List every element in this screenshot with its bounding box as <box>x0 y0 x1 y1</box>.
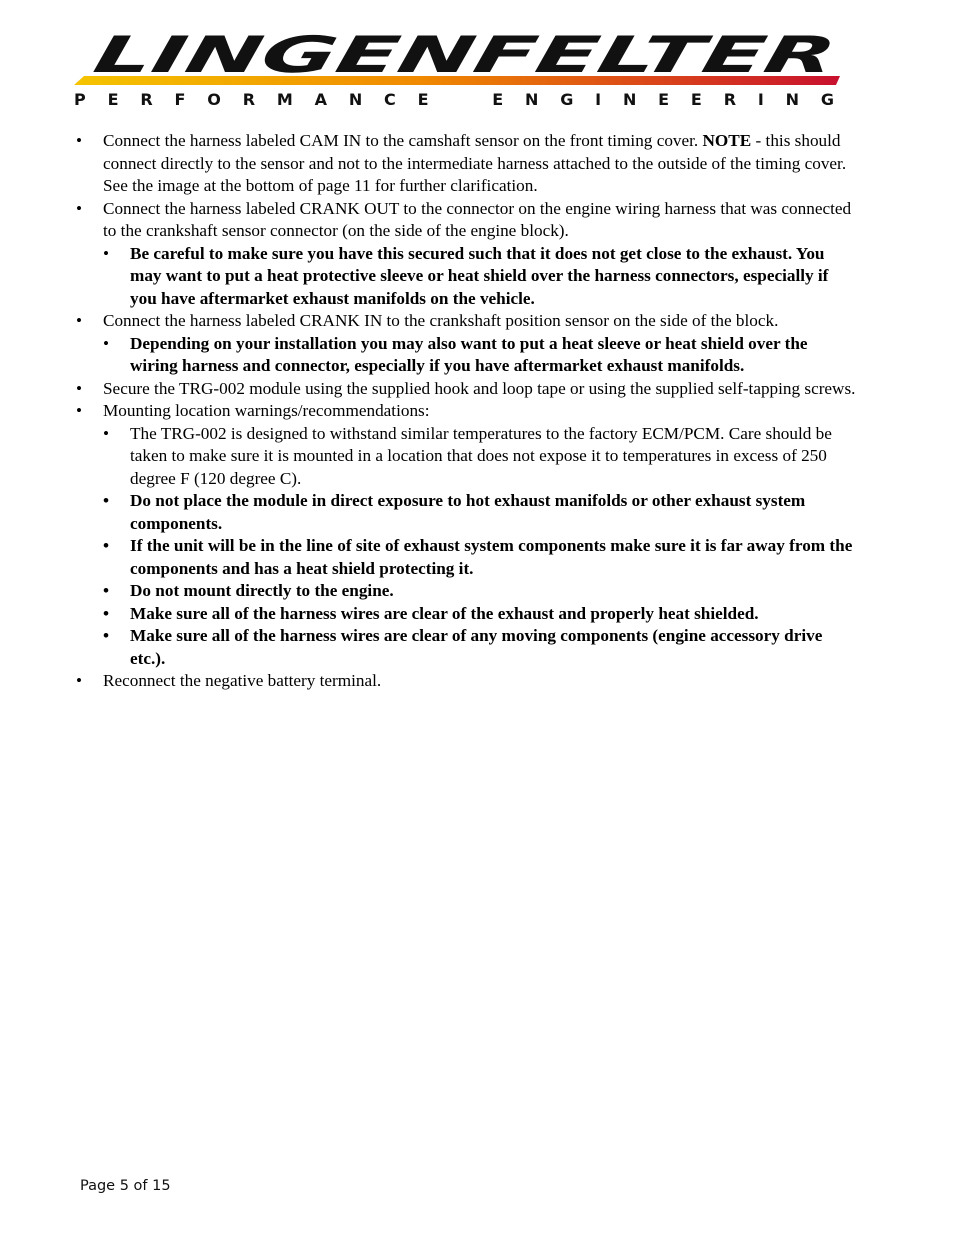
company-logo <box>72 22 862 114</box>
tagline-letter: E <box>107 90 119 109</box>
tagline-letter: R <box>723 90 737 109</box>
tagline-gap <box>450 90 470 110</box>
tagline-letter: M <box>276 90 293 109</box>
tagline-letter: I <box>595 90 602 109</box>
bullet: • <box>103 626 110 645</box>
list-item <box>76 378 856 401</box>
bullet: • <box>76 378 83 398</box>
warning-text: Depending on your installation you may also want to put a heat sleeve or heat shield over the wiring harness and connector, especially if you have aftermarket exhaust manifolds. <box>130 333 808 375</box>
bullet: • <box>103 243 110 263</box>
sub-list-item <box>76 423 856 491</box>
list-item <box>76 670 856 693</box>
warning-text: Make sure all of the harness wires are clear of the exhaust and properly heat shielded. <box>130 603 759 623</box>
list-item-text: Connect the harness labeled CRANK OUT to the connector on the engine wiring harness that was connected to the crankshaft sensor connector (on the side of the engine block). <box>103 198 852 240</box>
bullet: • <box>76 198 83 218</box>
list-item-text: Connect the harness labeled CRANK IN to the crankshaft position sensor on the side of the block. <box>103 311 779 330</box>
tagline-letter: N <box>524 90 539 109</box>
list-item-text: Mounting location warnings/recommendations: <box>103 401 430 420</box>
tagline-letter: E <box>492 90 504 109</box>
sub-list-item <box>76 603 856 626</box>
list-item <box>76 198 856 243</box>
tagline-letter: N <box>622 90 637 109</box>
sub-list-item <box>76 580 856 603</box>
list-item-text: Secure the TRG-002 module using the supplied hook and loop tape or using the supplied self-tapping screws. <box>103 378 856 398</box>
sub-list-item <box>76 243 856 311</box>
bullet: • <box>103 423 110 443</box>
tagline-letter: P <box>74 90 86 109</box>
list-item-text <box>103 130 856 198</box>
bullet: • <box>103 536 110 555</box>
tagline-letter: E <box>417 90 429 109</box>
item-text: Connect the harness labeled CAM IN to the camshaft sensor on the front timing cover. <box>103 131 703 150</box>
tagline-letter: N <box>785 90 800 109</box>
warning-text: Make sure all of the harness wires are clear of any moving components (engine accessory drive etc.). <box>130 626 823 668</box>
tagline-letter: R <box>140 90 153 109</box>
bullet: • <box>76 401 83 420</box>
bullet: • <box>76 311 83 330</box>
tagline-letter: C <box>384 90 396 109</box>
warning-text: Be careful to make sure you have this secured such that it does not get close to the exhaust. You may want to put a heat protective sleeve or heat shield over the harness connectors, especially if you have aftermarket exhaust manifolds on the vehicle. <box>130 243 829 308</box>
tagline-letter: E <box>690 90 702 109</box>
tagline-letter: I <box>757 90 764 109</box>
sub-list-item <box>76 535 856 580</box>
list-item <box>76 310 856 333</box>
sub-list-item <box>76 625 856 670</box>
bullet: • <box>103 603 110 623</box>
list-item-text: Reconnect the negative battery terminal. <box>103 671 382 690</box>
warning-text: Do not mount directly to the engine. <box>130 581 394 600</box>
tagline-letter: G <box>560 90 574 109</box>
bullet: • <box>103 333 110 353</box>
bullet: • <box>76 671 83 690</box>
logo-graphic <box>72 22 862 92</box>
logo-wordmark: LINGENFELTER <box>88 25 510 84</box>
sub-list-item <box>76 333 856 378</box>
tagline-letter: E <box>658 90 670 109</box>
bullet: • <box>103 581 110 600</box>
tagline-letter: A <box>314 90 327 109</box>
item-text: - this should connect directly to the sensor and not to the intermediate harness attached to the outside of the timing cover. See the image at the bottom of page 11 for further clarification. <box>103 131 847 195</box>
tagline-letter: R <box>242 90 256 109</box>
list-item <box>76 130 856 198</box>
tagline-letter: F <box>174 90 186 109</box>
bullet: • <box>103 491 110 510</box>
sub-list-item <box>76 490 856 535</box>
warning-text: If the unit will be in the line of site of exhaust system components make sure it is far away from the components and has a heat shield protecting it. <box>130 536 853 578</box>
logo-tagline <box>74 90 834 110</box>
tagline-letter: O <box>207 90 221 109</box>
instructions-list <box>76 130 856 693</box>
page-number: Page 5 of 15 <box>80 1178 171 1194</box>
tagline-letter: N <box>348 90 363 109</box>
note-label: NOTE <box>702 131 752 150</box>
sub-list-item-text: The TRG-002 is designed to withstand similar temperatures to the factory ECM/PCM. Care should be taken to make sure it is mounted in a location that does not expose it to temperatures in excess of 250 degree F (120 degree C). <box>130 423 832 488</box>
tagline-letter: G <box>820 90 834 109</box>
bullet: • <box>76 131 83 150</box>
list-item <box>76 400 856 423</box>
warning-text: Do not place the module in direct exposure to hot exhaust manifolds or other exhaust system components. <box>130 491 806 533</box>
